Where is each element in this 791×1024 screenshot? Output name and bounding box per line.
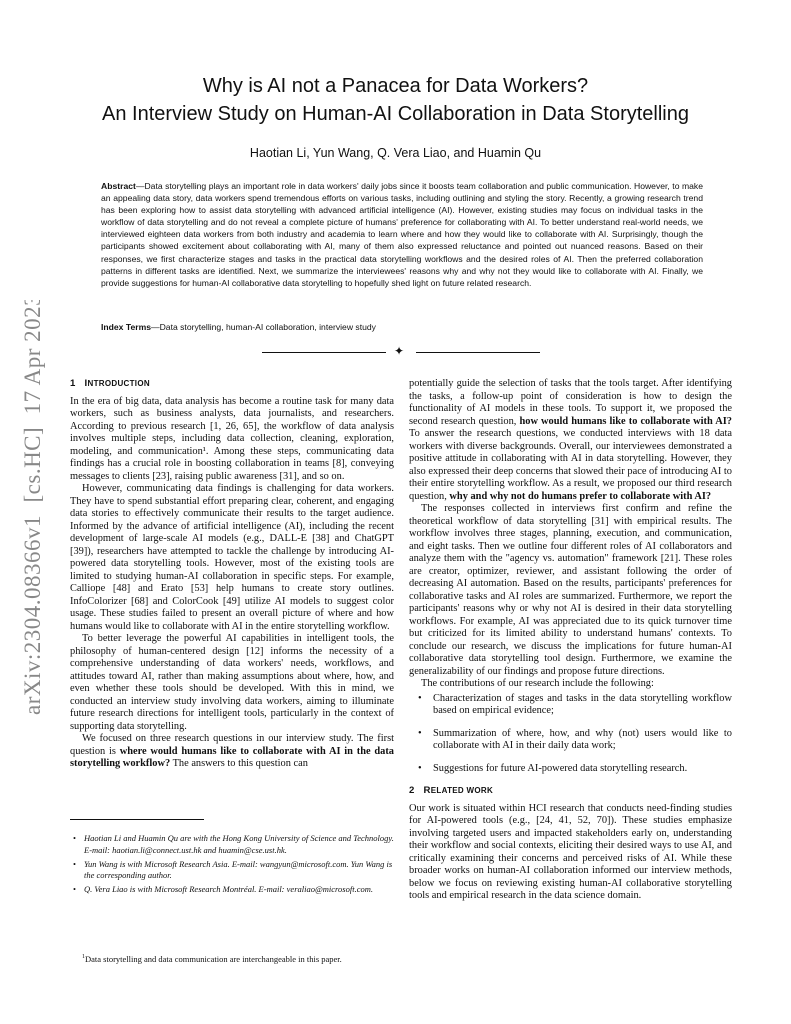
diamond-icon: ✦ — [394, 344, 405, 358]
author-list: Haotian Li, Yun Wang, Q. Vera Liao, and Huamin Qu — [249, 146, 542, 160]
text-run: We focused on three research questions in our interview study. The first question is — [70, 733, 394, 757]
divider-line-right — [416, 352, 540, 353]
footnote-rule — [70, 819, 204, 820]
text-run: potentially guide the selection of tasks that the tools target. After identifying the tasks, a follow-up point of consideration is how to design the functionality of AI models in these tools. To support it, we proposed the second research question, — [409, 378, 732, 427]
index-terms-text: —Data storytelling, human-AI collaboration, interview study — [151, 322, 376, 332]
divider-line-left — [262, 352, 386, 353]
paper-title-line-2: An Interview Study on Human-AI Collaboration in Data Storytelling — [102, 103, 689, 125]
section-divider — [262, 345, 540, 359]
affiliation-item: • Q. Vera Liao is with Microsoft Research Montréal. E-mail: veraliao@microsoft.com. — [70, 884, 400, 896]
text-run: To answer the research questions, we conducted interviews with 18 data workers with diverse backgrounds. Overall, our interviewees demonstrated a positive attitude in collaborating with AI in data storytelling. However, they also expressed their deep concerns that slowed their pace of introducing AI to their entire storytelling workflow. As a result, we proposed our third research question, — [409, 428, 732, 502]
section-number: 1 — [70, 378, 76, 389]
right-column — [409, 378, 732, 903]
paragraph: However, communicating data findings is challenging for data workers. They have to spend substantial effort preparing clear, coherent, and engaging data stories to effectively communicate their results to the target audience. Informed by the advance of artificial intelligence (AI), including the recent development of large-scale AI models (e.g., DALL-E [38] and ChatGPT [39]), researchers have attempted to tackle the challenge by introducing AI-powered data storytelling tools. However, most of the existing tools are limited to studying human-AI collaboration in specific steps. For example, Calliope [48] and Erato [53] help humans to create story outlines. InfoColorizer [68] and ColorCook [49] utilize AI models to suggest color usage. These studies failed to present an overall picture of where and how humans would like to collaborate with AI in the entire storytelling workflow. — [70, 483, 394, 632]
index-terms — [101, 322, 703, 332]
paragraph: To better leverage the powerful AI capabilities in intelligent tools, the philosophy of human-centered design [12] informs the necessity of a comprehensive understanding of data workers' needs, workflows, and attitudes toward AI, rather than making assumptions about where, how, and even whether these tools should be developed. With this in mind, we conducted an interview study involving data workers, aiming to illuminate future research directions for intelligent tools, particularly in the context of supporting data storytelling. — [70, 633, 394, 732]
footnote-text: Data storytelling and data communication are interchangeable in this paper. — [85, 954, 342, 964]
paragraph: The responses collected in interviews first confirm and refine the theoretical workflow of data storytelling [31] with empirical results. The workflow involves three stages, planning, execution, and communication, and eight tasks. Then we outline four different roles of AI collaborators and analyze them with the "agency vs. automation" framework [21]. These roles are creator, optimizer, reviewer, and assistant following the order of decreasing AI automation. Based on the results, participants' preferences for collaborative tasks and AI roles are summarized. Furthermore, we report the participants' reasons why or why not AI is desired in their data storytelling workflows. For example, AI was appreciated due to its quick turnover time but criticized for its limited ability to understand humans' contexts. To conclude our research, we discuss the implications for future human-AI collaborative data storytelling tool design. Furthermore, we examine the generalizability of our findings and propose future directions. — [409, 503, 732, 677]
paragraph — [409, 378, 732, 503]
research-question-3: why and why not do humans prefer to collaborate with AI? — [449, 490, 712, 502]
contribution-item: • Characterization of stages and tasks in the data storytelling workflow based on empirical evidence; — [409, 693, 732, 718]
left-column — [70, 378, 394, 771]
footnote-mark: 1 — [82, 954, 85, 961]
section-title-first: R — [423, 785, 431, 796]
arxiv-stamp — [10, 300, 50, 720]
footnote — [82, 954, 402, 965]
section-heading-related-work — [409, 785, 732, 798]
abstract-label: Abstract — [101, 181, 136, 191]
contribution-item: • Summarization of where, how, and why (not) users would like to collaborate with AI in their daily data work; — [409, 728, 732, 753]
affiliation-item: • Yun Wang is with Microsoft Research Asia. E-mail: wangyun@microsoft.com. Yun Wang is the corresponding author. — [70, 859, 400, 882]
research-question-1: where would humans like to collaborate with AI in the data storytelling workflow? — [70, 745, 394, 769]
abstract-text: —Data storytelling plays an important role in data workers' daily jobs since it boosts team collaboration and public communication. However, to make an appealing data story, data workers spend tremendous efforts on various tasks, including outlining and styling the story. Recently, a growing research trend has been exploring how to assist data storytelling with advanced artificial intelligence (AI). However, existing studies may focus on individual tasks in the workflow of data storytelling and do not reveal a complete picture of humans' preference for collaborating with AI. To better understand real-world needs, we interviewed eighteen data workers from both industry and academia to learn where and how they would like to collaborate with AI. Surprisingly, though the participants showed excitement about collaborating with AI, many of them also expressed reluctance and pointed out nuanced reasons. Based on their responses, we first characterize stages and tasks in the practical data storytelling workflows and the desired roles of AI. Then the preferred collaboration patterns in different tasks are identified. Next, we summarize the interviewees' reasons why and why not they would like to collaborate with AI. Finally, we provide suggestions for human-AI collaborative data storytelling to hopefully shed light on future related research. — [101, 181, 703, 288]
arxiv-stamp-text: arXiv:2304.08366v1 [cs.HC] 17 Apr 2023 — [20, 300, 45, 715]
paragraph: In the era of big data, data analysis has become a routine task for many data workers, such as business analysts, data journalists, and researchers. According to previous research [1, 26, 65], the workflow of data analysis involves multiple steps, including data collection, cleaning, exploration, modeling, and communication¹. Among these steps, communicating data findings has a crucial role in boosting collaboration in teams [8], conveying messages to clients [23], raising public awareness [31], and so on. — [70, 395, 394, 482]
paragraph — [70, 733, 394, 771]
affiliations — [70, 833, 400, 898]
contribution-item: • Suggestions for future AI-powered data storytelling research. — [409, 763, 732, 776]
section-heading-introduction — [70, 378, 394, 391]
text-run: The answers to this question can — [170, 758, 308, 769]
section-number: 2 — [409, 785, 415, 796]
abstract — [101, 180, 703, 289]
research-question-2: how would humans like to collaborate with AI? — [519, 415, 733, 427]
paper-title-line-1: Why is AI not a Panacea for Data Workers? — [202, 75, 589, 97]
index-terms-label: Index Terms — [101, 322, 151, 332]
contributions-list — [409, 693, 732, 776]
section-title-rest: NTRODUCTION — [87, 379, 150, 388]
section-title-rest: ELATED WORK — [430, 786, 494, 795]
paragraph: The contributions of our research include the following: — [421, 678, 654, 689]
section-title-first: I — [84, 378, 88, 389]
affiliation-item: • Haotian Li and Huamin Qu are with the Hong Kong University of Science and Technology. E-mail: haotian.li@connect.ust.hk and huamin@cse.ust.hk. — [70, 833, 400, 856]
paragraph: Our work is situated within HCI research that conducts need-finding studies for AI-powered tools (e.g., [24, 41, 52, 70]). These studies emphasize involving targeted users and impacted stakeholders early on, understanding their workflow and social contexts, eliciting their desired ways to use AI, and critically examining their concerns and perceived risks of AI. While these broader works on human-AI collaboration informed our interview methods, below we focus on reviewing existing human-AI collaborative storytelling tools and empirical research in the data science domain. — [409, 802, 732, 901]
